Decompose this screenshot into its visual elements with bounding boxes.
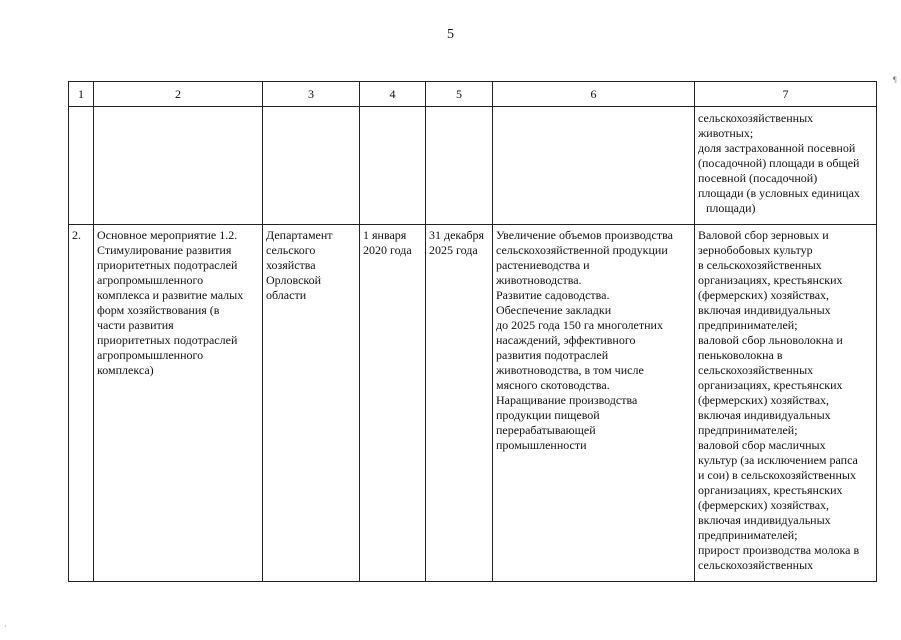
table-header-row bbox=[69, 82, 877, 107]
cont-indicator-line: животных; bbox=[698, 126, 754, 140]
activities-table bbox=[68, 81, 877, 582]
cont-indicator-line: (посадочной) площади в общей bbox=[698, 156, 860, 170]
page-number: 5 bbox=[447, 27, 454, 42]
table-row-2 bbox=[69, 225, 877, 582]
cont-indicator-line: сельскохозяйственных bbox=[698, 111, 814, 125]
cont-cell-3 bbox=[263, 107, 360, 225]
header-cell-6: 6 bbox=[493, 82, 695, 107]
cont-indicator-line: доля застрахованной посевной bbox=[698, 141, 856, 155]
cont-cell-5 bbox=[426, 107, 493, 225]
cont-cell-1 bbox=[69, 107, 94, 225]
header-cell-1: 1 bbox=[69, 82, 94, 107]
event-name-cell: Основное мероприятие 1.2. Стимулирование развития приоритетных подотраслей агропромышленного комплекса и развитие малых форм хозяйствования (в части развития приоритетных подотраслей агропромышленного комплекса) bbox=[94, 225, 263, 582]
scan-artifact-mark: ¶ bbox=[893, 75, 897, 84]
table-row-continuation bbox=[69, 107, 877, 225]
header-cell-7: 7 bbox=[695, 82, 877, 107]
header-cell-3: 3 bbox=[263, 82, 360, 107]
scan-artifact-mark: · bbox=[4, 622, 7, 631]
cont-cell-indicators bbox=[695, 107, 877, 225]
cont-cell-4 bbox=[360, 107, 426, 225]
cont-indicator-line: посевной (посадочной) bbox=[698, 171, 818, 185]
header-cell-5: 5 bbox=[426, 82, 493, 107]
cont-cell-2 bbox=[94, 107, 263, 225]
header-cell-2: 2 bbox=[94, 82, 263, 107]
indicators-cell: Валовой сбор зерновых и зернобобовых культур в сельскохозяйственных организациях, крестьянских (фермерских) хозяйствах, включая индивидуальных предпринимателей; валовой сбор льноволокна и пеньковолокна в сельскохозяйственных организациях, крестьянских (фермерских) хозяйствах, включая индивидуальных предпринимателей; валовой сбор масличных культур (за исключением рапса и сои) в сельскохозяйственных организациях, крестьянских (фермерских) хозяйствах, включая индивидуальных предпринимателей; прирост производства молока в сельскохозяйственных bbox=[695, 225, 877, 582]
cont-indicator-line: площади (в условных единицах bbox=[698, 186, 860, 200]
cont-indicator-line: площади) bbox=[706, 201, 756, 215]
header-cell-4: 4 bbox=[360, 82, 426, 107]
executor-cell: Департамент сельского хозяйства Орловской области bbox=[263, 225, 360, 582]
cont-cell-6 bbox=[493, 107, 695, 225]
end-date-cell: 31 декабря 2025 года bbox=[426, 225, 493, 582]
row-number-cell: 2. bbox=[69, 225, 94, 582]
expected-result-cell: Увеличение объемов производства сельскохозяйственной продукции растениеводства и животноводства. Развитие садоводства. Обеспечение закладки до 2025 года 150 га многолетних насаждений, эффективного развития подотраслей животноводства, в том числе мясного скотоводства. Наращивание производства продукции пищевой перерабатывающей промышленности bbox=[493, 225, 695, 582]
start-date-cell: 1 января 2020 года bbox=[360, 225, 426, 582]
